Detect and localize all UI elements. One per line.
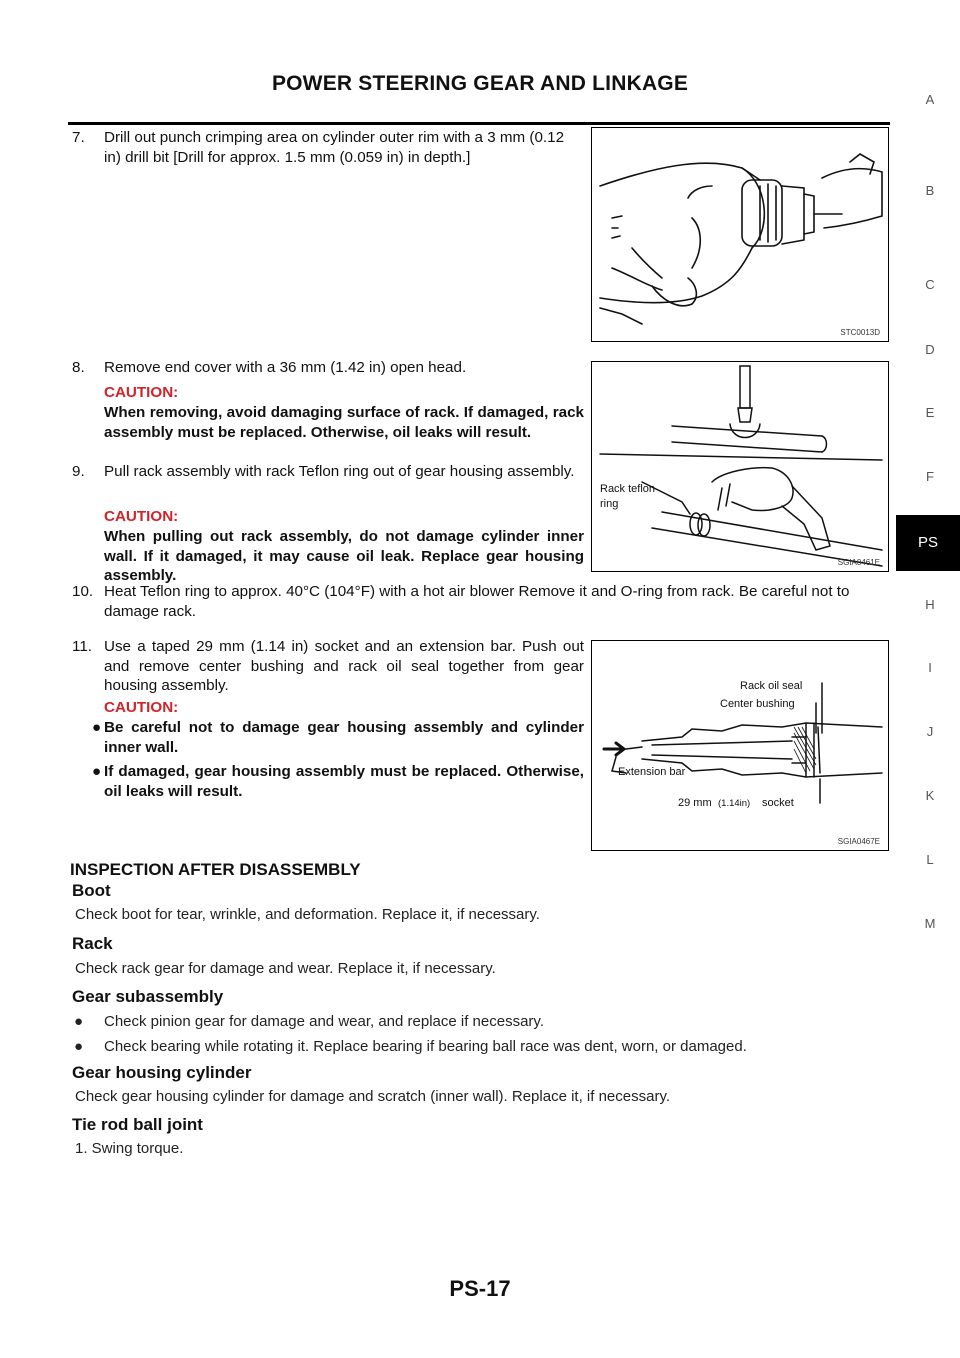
step-8-number: 8.	[72, 359, 85, 376]
subheading-boot: Boot	[72, 881, 111, 900]
label-center-bushing: Center bushing	[720, 698, 795, 710]
gear-subassembly-bullet-2: Check bearing while rotating it. Replace bearing if bearing ball race was dent, worn, or damaged.	[104, 1038, 747, 1055]
figure-drill	[591, 127, 889, 342]
drill-illustration	[592, 128, 888, 341]
step-9-text: Pull rack assembly with rack Teflon ring out of gear housing assembly.	[104, 463, 575, 480]
subheading-tie-rod-ball-joint: Tie rod ball joint	[72, 1115, 203, 1134]
label-rack-teflon: Rack teflon	[600, 483, 656, 495]
label-rack-oil-seal: Rack oil seal	[740, 680, 803, 692]
boot-text: Check boot for tear, wrinkle, and deformation. Replace it, if necessary.	[75, 906, 540, 923]
step-9-caution-text: When pulling out rack assembly, do not damage cylinder inner wall. If it damaged, it may cause oil leak. Replace gear housing assembly.	[104, 528, 584, 584]
bushing-illustration	[592, 641, 888, 850]
side-tab-m[interactable]: M	[924, 916, 936, 931]
step-8-caution-text: When removing, avoid damaging surface of rack. If damaged, rack assembly must be replaced. Otherwise, oil leaks will result.	[104, 404, 584, 441]
side-tab-b[interactable]: B	[925, 183, 935, 198]
step-7-text: Drill out punch crimping area on cylinder outer rim with a 3 mm (0.12 in) drill bit [Drill for approx. 1.5 mm (0.059 in) in depth.]	[104, 129, 565, 166]
figure-center-bushing	[591, 640, 889, 851]
figure-id: SGIA0461E	[837, 558, 880, 567]
side-tab-k[interactable]: K	[925, 788, 935, 803]
step-8-text: Remove end cover with a 36 mm (1.42 in) open head.	[104, 359, 467, 376]
side-tab-j[interactable]: J	[926, 724, 934, 739]
label-extension-bar: Extension bar	[618, 766, 686, 778]
side-tab-ps[interactable]: PS	[896, 515, 960, 571]
subheading-gear-subassembly: Gear subassembly	[72, 987, 224, 1006]
header-rule	[68, 122, 890, 125]
step-11-caution-bullet-1: Be careful not to damage gear housing assembly and cylinder inner wall.	[104, 719, 584, 756]
figure-rack-teflon-ring	[591, 361, 889, 572]
side-tab-h[interactable]: H	[925, 597, 935, 612]
gear-subassembly-bullet-1: Check pinion gear for damage and wear, and replace if necessary.	[104, 1013, 544, 1030]
figure-id: STC0013D	[840, 328, 880, 337]
label-29mm: 29 mm	[678, 797, 712, 809]
side-tab-f[interactable]: F	[926, 469, 934, 484]
label-ring: ring	[600, 498, 619, 510]
subheading-rack: Rack	[72, 934, 113, 953]
side-tab-e[interactable]: E	[925, 405, 935, 420]
rack-text: Check rack gear for damage and wear. Replace it, if necessary.	[75, 960, 496, 977]
step-9-number: 9.	[72, 463, 85, 480]
label-socket: socket	[762, 797, 794, 809]
subheading-gear-housing-cylinder: Gear housing cylinder	[72, 1063, 252, 1082]
step-11-caution-label: CAUTION:	[104, 699, 179, 716]
step-10-number: 10.	[72, 583, 94, 600]
step-8-caution-label: CAUTION:	[104, 384, 179, 401]
section-heading-inspection: INSPECTION AFTER DISASSEMBLY	[70, 860, 361, 879]
tie-rod-step-1: 1. Swing torque.	[75, 1140, 184, 1157]
cylinder-text: Check gear housing cylinder for damage and scratch (inner wall). Replace it, if necessary.	[75, 1088, 671, 1105]
page-number: PS-17	[449, 1276, 511, 1301]
page-title: POWER STEERING GEAR AND LINKAGE	[271, 72, 689, 95]
bullet-icon: ●	[92, 719, 102, 736]
figure-id: SGIA0467E	[837, 837, 880, 846]
side-tab-l[interactable]: L	[926, 852, 934, 867]
side-tab-d[interactable]: D	[925, 342, 935, 357]
label-114in: (1.14in)	[718, 798, 751, 809]
side-tab-c[interactable]: C	[925, 277, 935, 292]
side-tab-a[interactable]: A	[925, 92, 935, 107]
step-9-caution-label: CAUTION:	[104, 508, 179, 525]
rack-illustration	[592, 362, 888, 571]
step-7-number: 7.	[72, 129, 85, 146]
side-tab-i[interactable]: I	[928, 660, 932, 675]
step-11-text: Use a taped 29 mm (1.14 in) socket and an extension bar. Push out and remove center bushing and rack oil seal together from gear housing assembly.	[104, 638, 584, 694]
bullet-icon: ●	[92, 763, 102, 780]
bullet-icon: ●	[74, 1013, 84, 1030]
step-10-text: Heat Teflon ring to approx. 40°C (104°F) with a hot air blower Remove it and O-ring from rack. Be careful not to damage rack.	[104, 583, 850, 620]
step-11-caution-bullet-2: If damaged, gear housing assembly must be replaced. Otherwise, oil leaks will result.	[104, 763, 584, 800]
step-11-number: 11.	[72, 638, 92, 655]
bullet-icon: ●	[74, 1038, 84, 1055]
